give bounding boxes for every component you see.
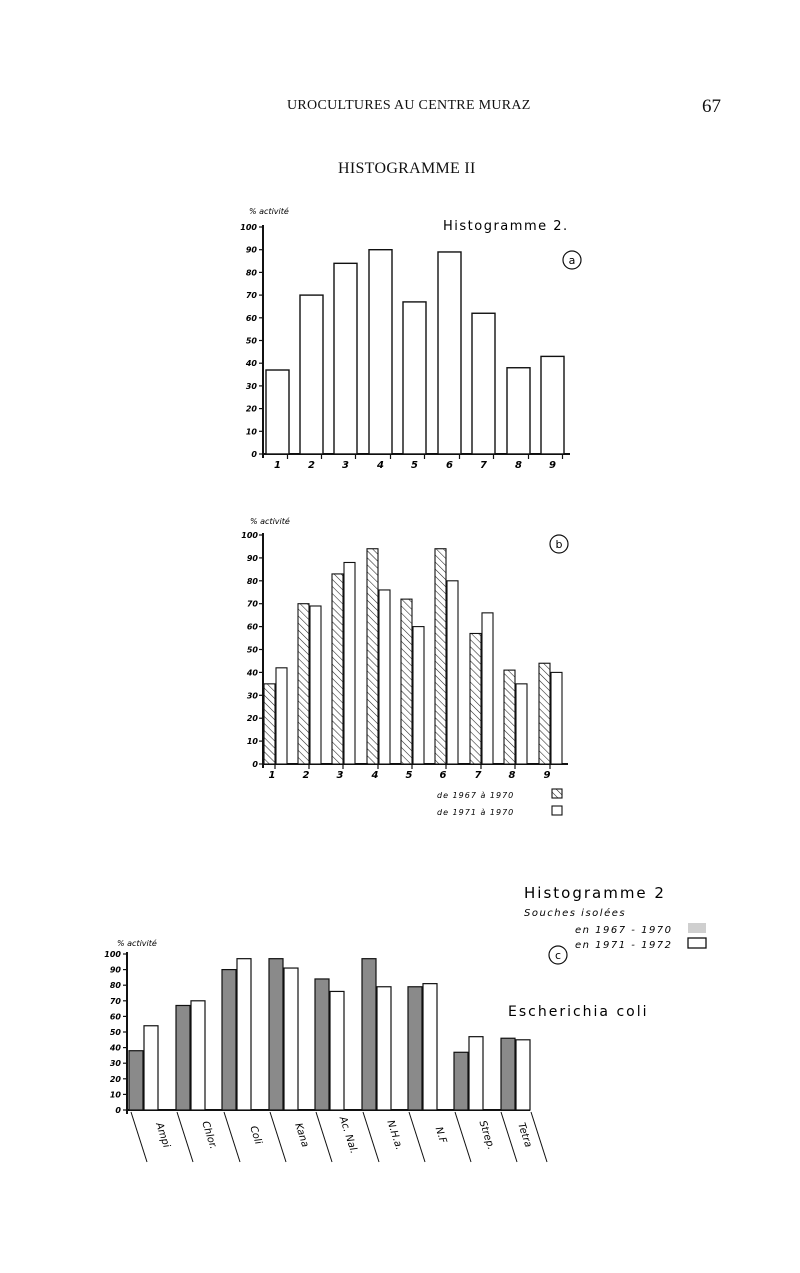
bar-series-1 [222,970,236,1110]
y-tick-label: 100 [104,950,121,959]
bar-series-2 [413,627,424,764]
bar-series-2 [423,984,437,1110]
bar-series-2 [551,672,562,764]
y-axis-title: % activité [250,517,290,526]
y-tick-label: 80 [246,576,258,586]
x-tick-label: 6 [439,770,447,781]
legend-swatch [552,806,562,815]
bar-series-2 [310,606,321,764]
y-tick-label: 90 [246,553,258,563]
y-tick-label: 30 [246,691,258,701]
x-tick-label: 3 [336,770,344,781]
legend-swatch [688,938,706,948]
x-tick-label: 8 [508,770,516,781]
y-tick-label: 90 [245,245,257,255]
bar [438,252,461,454]
x-tick-label: Coli [247,1124,264,1146]
panel-label: b [555,538,563,551]
category-divider [363,1112,379,1162]
y-tick-label: 0 [115,1106,121,1115]
y-tick-label: 50 [109,1028,121,1037]
bar-series-1 [435,549,446,764]
bar-series-2 [379,590,390,764]
category-divider [455,1112,471,1162]
chart-title: Histogramme 2. [443,219,569,234]
x-tick-label: Chlor. [199,1119,219,1151]
bar [472,313,495,454]
bar-series-1 [454,1052,468,1110]
bar-series-2 [284,968,298,1110]
bar-series-1 [504,670,515,764]
x-tick-label: Kana [292,1121,311,1149]
page-number: 67 [702,96,721,117]
bar-series-1 [332,574,343,764]
panel-label: c [554,949,562,962]
y-axis-title: % activité [117,939,157,948]
legend-swatch [688,923,706,933]
x-tick-label: 1 [274,460,281,471]
y-tick-label: 60 [246,622,258,632]
bar-series-2 [469,1037,483,1110]
x-tick-label: N.H.a. [384,1118,405,1152]
category-divider [531,1112,547,1162]
bar-series-1 [539,663,550,764]
bar [300,295,323,454]
x-tick-label: Ac. Nal. [336,1115,360,1156]
x-tick-label: Strep. [476,1119,497,1152]
y-tick-label: 30 [245,381,257,391]
x-tick-label: 5 [405,770,413,781]
bar-series-2 [144,1026,158,1110]
x-tick-label: 7 [480,460,487,471]
y-tick-label: 40 [245,359,257,369]
y-tick-label: 50 [246,645,258,655]
legend-label: de 1971 à 1970 [437,808,515,817]
y-tick-label: 0 [252,760,258,769]
y-tick-label: 60 [245,313,257,323]
x-tick-label: 9 [543,770,551,781]
x-tick-label: 8 [515,460,522,471]
bar [541,356,564,454]
bar [266,370,289,454]
bar-series-1 [362,959,376,1110]
y-tick-label: 70 [245,291,257,301]
figure-title: HISTOGRAMME II [338,160,476,177]
bar-series-2 [377,987,391,1110]
bar-series-2 [344,562,355,764]
y-tick-label: 50 [245,336,257,346]
bar [334,263,357,454]
y-axis-title: % activité [249,207,289,216]
y-tick-label: 20 [109,1074,121,1084]
bar [507,368,530,454]
x-tick-label: N.F [432,1125,449,1145]
bar-series-2 [276,668,287,764]
y-tick-label: 20 [245,404,257,414]
chart-c [104,884,706,1162]
y-tick-label: 40 [109,1043,121,1053]
chart-annotation: Escherichia coli [508,1004,649,1020]
running-head: UROCULTURES AU CENTRE MURAZ [287,98,531,113]
category-divider [270,1112,286,1162]
y-tick-label: 100 [241,531,258,540]
y-tick-label: 60 [109,1012,121,1022]
x-tick-label: 6 [446,460,453,471]
chart-title: Histogramme 2 [524,884,666,902]
legend-swatch [552,789,562,798]
y-tick-label: 70 [246,599,258,609]
y-tick-label: 80 [109,981,121,991]
bar-series-1 [298,604,309,764]
y-tick-label: 100 [240,223,257,232]
y-tick-label: 90 [109,965,121,975]
x-tick-label: Ampi [153,1121,172,1150]
legend-label: en 1971 - 1972 [575,940,673,951]
x-tick-label: 2 [302,770,310,781]
chart-b [241,516,568,817]
x-tick-label: 2 [308,460,315,471]
bar-series-2 [237,959,251,1110]
y-tick-label: 30 [109,1059,121,1069]
category-divider [131,1112,147,1162]
chart-a [240,206,581,471]
bar-series-1 [269,959,283,1110]
x-tick-label: 7 [474,770,482,781]
x-tick-label: 3 [342,460,349,471]
bar-series-1 [470,633,481,764]
bar-series-2 [330,991,344,1110]
bar-series-2 [447,581,458,764]
y-tick-label: 10 [109,1090,121,1100]
bar-series-1 [264,684,275,764]
category-divider [409,1112,425,1162]
category-divider [177,1112,193,1162]
bar-series-1 [176,1005,190,1110]
x-tick-label: 9 [549,460,556,471]
x-tick-label: Tetra [515,1121,534,1149]
panel-label: a [568,254,576,267]
y-tick-label: 70 [109,996,121,1006]
y-tick-label: 20 [246,714,258,724]
y-tick-label: 10 [246,737,258,747]
chart-subtitle: Souches isolées [524,908,627,919]
category-divider [316,1112,332,1162]
y-tick-label: 10 [245,427,257,437]
bar-series-1 [367,549,378,764]
category-divider [501,1112,517,1162]
bar [403,302,426,454]
bar-series-1 [408,987,422,1110]
x-tick-label: 4 [377,460,384,471]
x-tick-label: 1 [268,770,276,781]
y-tick-label: 80 [245,268,257,278]
bar-series-1 [501,1038,515,1110]
x-tick-label: 5 [411,460,418,471]
category-divider [224,1112,240,1162]
bar-series-1 [315,979,329,1110]
bar-series-1 [401,599,412,764]
bar-series-2 [482,613,493,764]
legend-label: en 1967 - 1970 [575,925,673,936]
bar-series-2 [191,1001,205,1110]
y-tick-label: 0 [251,450,257,459]
bar-series-2 [516,1040,530,1110]
bar-series-2 [516,684,527,764]
x-tick-label: 4 [371,770,379,781]
legend-label: de 1967 à 1970 [437,791,515,800]
y-tick-label: 40 [246,668,258,678]
bar [369,250,392,454]
bar-series-1 [129,1051,143,1110]
